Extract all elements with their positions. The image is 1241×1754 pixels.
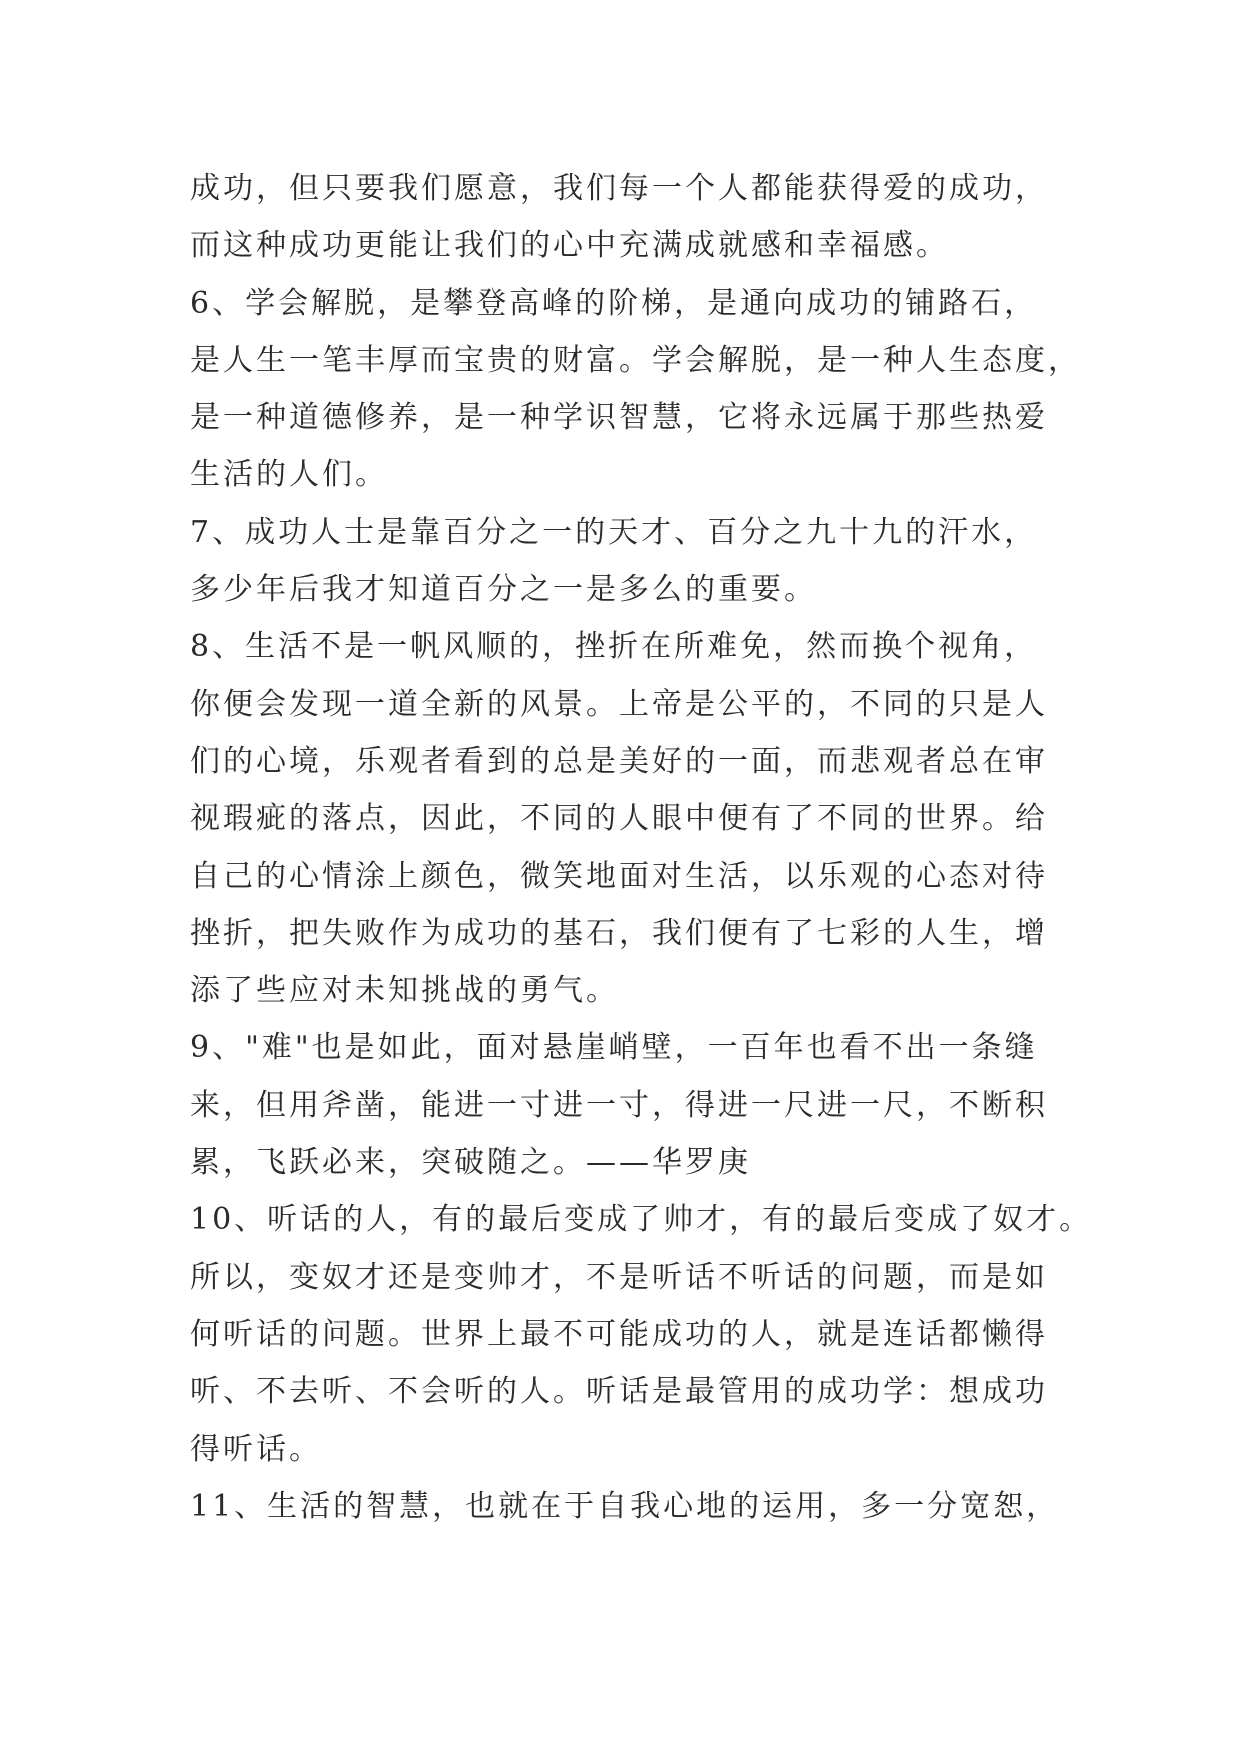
text-line: 多少年后我才知道百分之一是多么的重要。 [190, 572, 817, 608]
text-line: 所以，变奴才还是变帅才，不是听话不听话的问题，而是如 [190, 1259, 1048, 1295]
text-line: 9、"难"也是如此，面对悬崖峭壁，一百年也看不出一条缝 [190, 1030, 1038, 1066]
text-line: 累，飞跃必来，突破随之。——华罗庚 [190, 1145, 751, 1181]
text-line: 听、不去听、不会听的人。听话是最管用的成功学：想成功 [190, 1374, 1048, 1410]
text-line: 是一种道德修养，是一种学识智慧，它将永远属于那些热爱 [190, 400, 1048, 436]
text-line: 来，但用斧凿，能进一寸进一寸，得进一尺进一尺，不断积 [190, 1087, 1048, 1123]
text-line: 成功，但只要我们愿意，我们每一个人都能获得爱的成功， [190, 171, 1048, 206]
text-line: 添了些应对未知挑战的勇气。 [190, 973, 619, 1009]
text-line: 11、生活的智慧，也就在于自我心地的运用，多一分宽恕， [190, 1488, 1060, 1524]
text-line: 而这种成功更能让我们的心中充满成就感和幸福感。 [190, 228, 949, 264]
text-line: 视瑕疵的落点，因此，不同的人眼中便有了不同的世界。给 [190, 801, 1048, 837]
text-line: 得听话。 [190, 1431, 322, 1467]
text-line: 8、生活不是一帆风顺的，挫折在所难免，然而换个视角， [190, 629, 1038, 665]
text-line: 挫折，把失败作为成功的基石，我们便有了七彩的人生，增 [190, 915, 1048, 951]
text-line: 何听话的问题。世界上最不可能成功的人，就是连话都懒得 [190, 1316, 1048, 1352]
body-text [190, 160, 1093, 1535]
text-line: 们的心境，乐观者看到的总是美好的一面，而悲观者总在审 [190, 743, 1048, 779]
text-line: 自己的心情涂上颜色，微笑地面对生活，以乐观的心态对待 [190, 858, 1048, 894]
text-line: 是人生一笔丰厚而宝贵的财富。学会解脱，是一种人生态度， [190, 342, 1081, 378]
text-line: 生活的人们。 [190, 457, 388, 493]
text-line: 10、听话的人，有的最后变成了帅才，有的最后变成了奴才。 [190, 1202, 1093, 1238]
text-line: 6、学会解脱，是攀登高峰的阶梯，是通向成功的铺路石， [190, 285, 1038, 321]
text-line: 7、成功人士是靠百分之一的天才、百分之九十九的汗水， [190, 514, 1038, 550]
text-line: 你便会发现一道全新的风景。上帝是公平的，不同的只是人 [190, 686, 1048, 722]
